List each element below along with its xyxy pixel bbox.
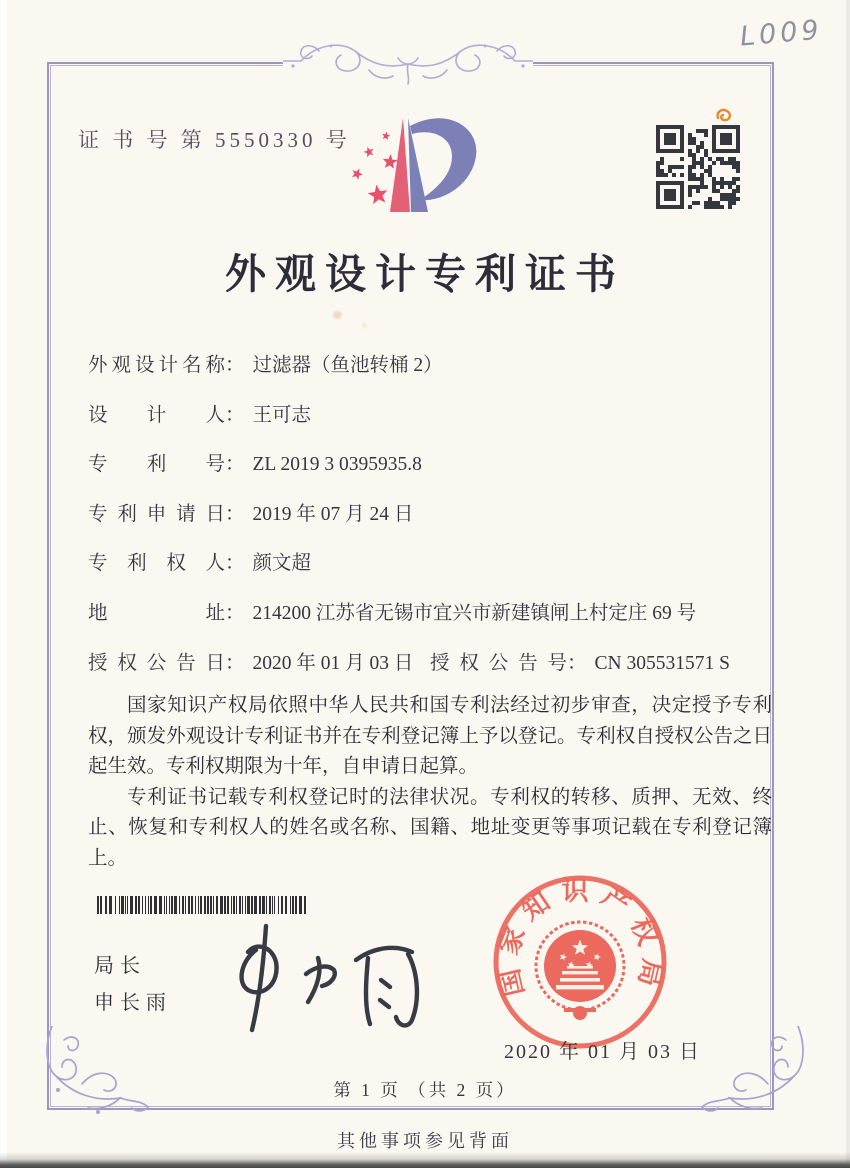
scan-page-edge-right [846, 0, 850, 1168]
bottom-right-flourish-ornament [698, 1026, 810, 1122]
signer-name: 申长雨 [94, 992, 172, 1014]
cnipa-logo-icon [340, 106, 510, 231]
director-signature [218, 908, 433, 1036]
field-value: 颜文超 [252, 553, 312, 575]
orange-ink-mark [712, 104, 736, 124]
seal-text: 国家知识产权局 [492, 876, 668, 1000]
field-design-name: 外观设计名称： 过滤器（鱼池转桶 2） [88, 349, 778, 399]
handwritten-annotation: L009 [738, 14, 824, 53]
field-patentee: 专利权人： 颜文超 [88, 547, 778, 597]
field-value: 王可志 [252, 404, 312, 426]
seal-issue-date: 2020 年 01 月 03 日 [504, 1041, 701, 1063]
field-label: 设计人 [88, 404, 225, 426]
field-value: CN 305531571 S [594, 652, 730, 674]
field-label: 专利号 [88, 454, 225, 476]
field-value: ZL 2019 3 0395935.8 [252, 454, 422, 476]
field-label: 专利申请日 [88, 503, 225, 525]
bottom-left-flourish-ornament [40, 1026, 152, 1122]
field-application-date: 专利申请日： 2019 年 07 月 24 日 [88, 498, 778, 548]
qr-code [656, 125, 740, 209]
national-emblem-icon [536, 922, 624, 1020]
legal-text [88, 691, 772, 875]
legal-paragraph: 专利证书记载专利权登记时的法律状况。专利权的转移、质押、无效、终止、恢复和专利权人的姓名或名称、国籍、地址变更等事项记载在专利登记簿上。 [88, 786, 772, 869]
field-label: 专利权人 [88, 553, 225, 575]
legal-paragraph: 国家知识产权局依照中华人民共和国专利法经过初步审查，决定授予专利权，颁发外观设计专利证书并在专利登记簿上予以登记。专利权自授权公告之日起生效。专利权期限为十年，自申请日起算。 [88, 695, 772, 778]
signer-title: 局长 [94, 955, 146, 977]
field-value: 214200 江苏省无锡市宜兴市新建镇闸上村定庄 69 号 [252, 602, 697, 624]
signer-block [94, 948, 172, 1022]
field-grant-number: 授权公告号： CN 305531571 S [430, 647, 730, 675]
field-patent-number: 专利号： ZL 2019 3 0395935.8 [88, 448, 778, 498]
certificate-title: 外观设计专利证书 [225, 251, 625, 297]
field-value: 过滤器（鱼池转桶 2） [252, 355, 443, 376]
certificate-number: 证 书 号 第 5550330 号 [78, 128, 351, 152]
back-side-note: 其他事项参见背面 [337, 1131, 513, 1151]
field-label: 外观设计名称 [88, 355, 225, 376]
official-seal [490, 872, 670, 1052]
scan-page-edge-left [0, 0, 7, 1168]
field-label: 地址 [88, 602, 225, 624]
certificate-fields [88, 349, 778, 696]
field-designer: 设计人： 王可志 [88, 399, 778, 449]
field-value: 2020 年 01 月 03 日 [252, 652, 414, 674]
field-label: 授权公告日 [88, 652, 225, 674]
field-value: 2019 年 07 月 24 日 [252, 503, 414, 525]
field-grant-date-and-number: 授权公告日： 2020 年 01 月 03 日 授权公告号： CN 305531571 S [88, 647, 778, 697]
field-label: 授权公告号 [430, 652, 567, 674]
page-number: 第 1 页 （共 2 页） [333, 1080, 517, 1100]
field-address: 地址： 214200 江苏省无锡市宜兴市新建镇闸上村定庄 69 号 [88, 597, 778, 647]
top-flourish-ornament [283, 38, 533, 90]
scan-page-edge-bottom [0, 1152, 850, 1168]
